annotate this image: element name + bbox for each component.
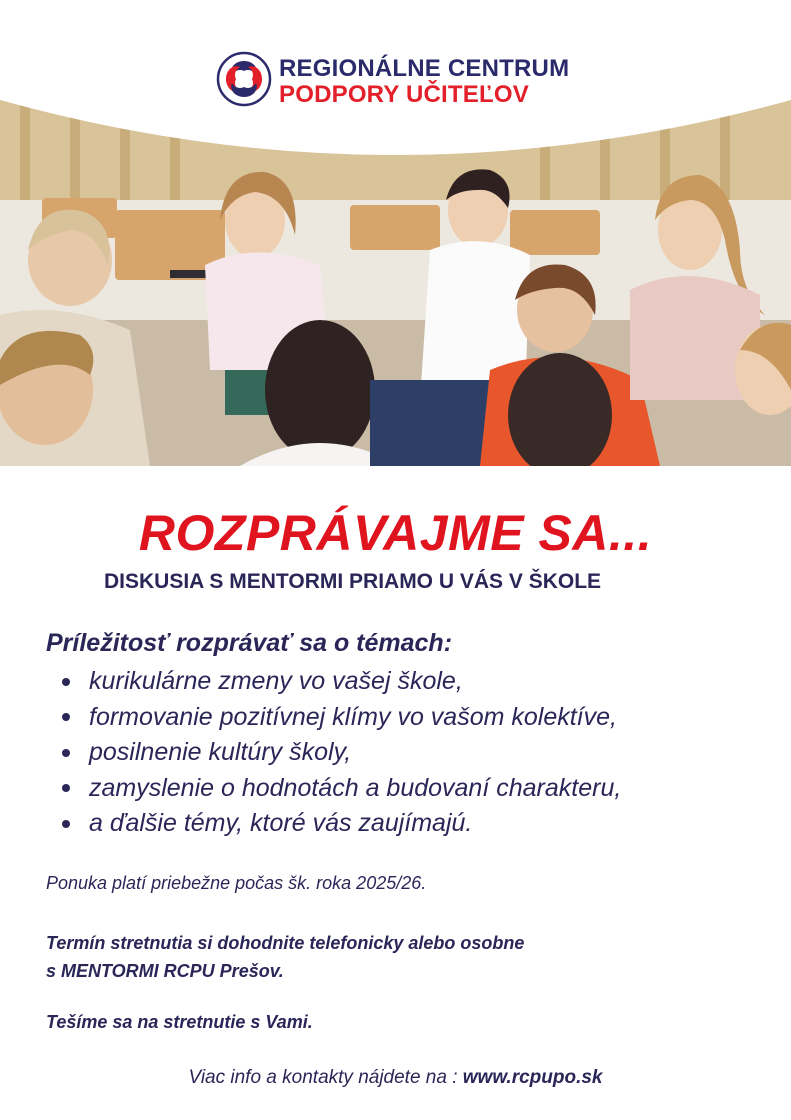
arrange-line2: s MENTORMI RCPU Prešov.: [46, 961, 284, 981]
topic-item: [62, 806, 621, 842]
topic-text: posilnenie kultúry školy,: [89, 738, 352, 766]
footer: [0, 1067, 791, 1089]
bullet-icon: [62, 820, 70, 828]
bullet-icon: [62, 678, 70, 686]
bullet-icon: [62, 713, 70, 721]
footer-text: Viac info a kontakty nájdete na :: [188, 1067, 463, 1088]
page-subtitle: DISKUSIA S MENTORMI PRIAMO U VÁS V ŠKOLE: [104, 570, 602, 593]
bullet-icon: [62, 749, 70, 757]
topics-list: [62, 664, 621, 842]
rcpu-logo-icon: [216, 51, 272, 107]
topic-item: [62, 664, 621, 700]
topic-text: kurikulárne zmeny vo vašej škole,: [89, 667, 463, 695]
logo-text-line1: REGIONÁLNE CENTRUM: [279, 55, 570, 82]
bullet-icon: [62, 784, 70, 792]
welcome-note: Tešíme sa na stretnutie s Vami.: [46, 1012, 313, 1032]
topic-text: formovanie pozitívnej klímy vo vašom kolektíve,: [89, 702, 617, 731]
arrange-meeting-note: [46, 929, 524, 985]
arrange-line1: Termín stretnutia si dohodnite telefonicky alebo osobne: [46, 933, 525, 953]
topic-text: a ďalšie témy, ktoré vás zaujímajú.: [89, 809, 473, 837]
classroom-discussion-photo: [0, 100, 791, 466]
topics-heading: Príležitosť rozprávať sa o témach:: [46, 629, 453, 657]
topic-item: [62, 735, 621, 771]
photo-illustration: [0, 100, 791, 466]
validity-note: Ponuka platí priebežne počas šk. roka 2025/26.: [46, 873, 427, 893]
topic-item: [62, 700, 621, 736]
logo-text-line2: PODPORY UČITEĽOV: [279, 81, 529, 108]
topic-text: zamyslenie o hodnotách a budovaní charakteru,: [89, 773, 622, 802]
website-link[interactable]: www.rcpupo.sk: [462, 1067, 603, 1088]
topic-item: [62, 771, 621, 807]
page-title: ROZPRÁVAJME SA...: [138, 505, 653, 561]
